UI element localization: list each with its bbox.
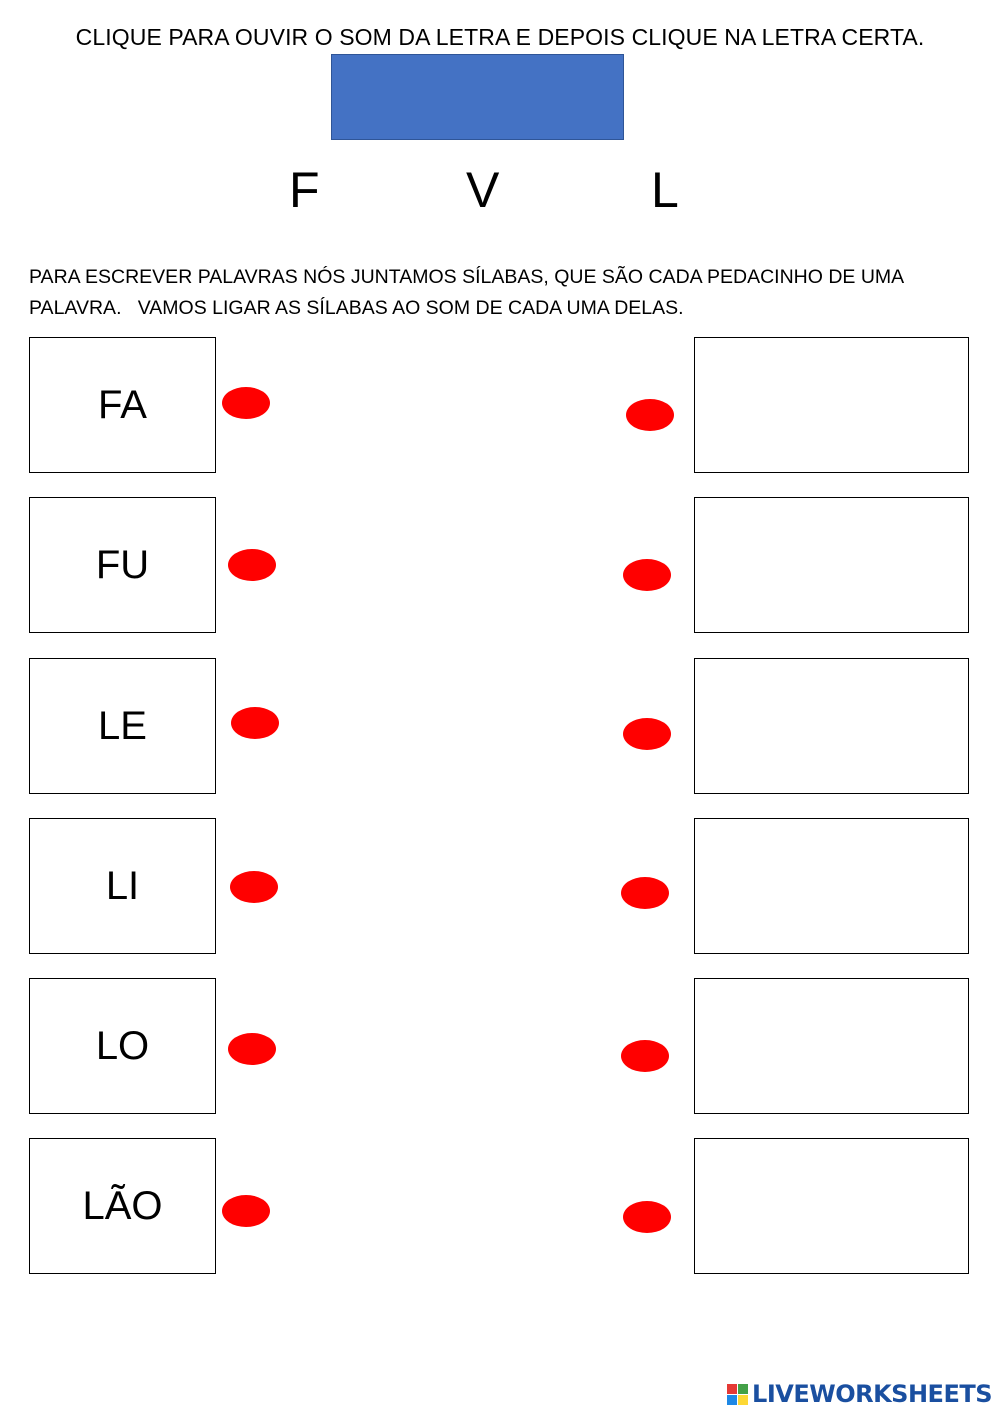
syllable-instruction-line-1: PARA ESCREVER PALAVRAS NÓS JUNTAMOS SÍLABAS, QUE SÃO CADA PEDACINHO DE UMA <box>29 266 905 288</box>
left-match-dot[interactable] <box>222 387 270 419</box>
syllable-box-lao: LÃO <box>29 1138 216 1274</box>
syllable-instruction-line-2: PALAVRA. VAMOS LIGAR AS SÍLABAS AO SOM DE CADA UMA DELAS. <box>29 297 684 319</box>
sound-box[interactable] <box>694 978 969 1114</box>
letter-choice-l[interactable]: L <box>651 162 679 218</box>
sound-box[interactable] <box>694 337 969 473</box>
syllable-box-fa: FA <box>29 337 216 473</box>
left-match-dot[interactable] <box>228 549 276 581</box>
liveworksheets-logo-icon <box>727 1384 748 1405</box>
syllable-box-le: LE <box>29 658 216 794</box>
syllable-box-fu: FU <box>29 497 216 633</box>
syllable-box-lo: LO <box>29 978 216 1114</box>
syllable-instruction <box>29 262 969 324</box>
right-match-dot[interactable] <box>623 1201 671 1233</box>
letter-choice-v[interactable]: V <box>466 162 500 218</box>
left-match-dot[interactable] <box>231 707 279 739</box>
left-match-dot[interactable] <box>222 1195 270 1227</box>
left-match-dot[interactable] <box>230 871 278 903</box>
right-match-dot[interactable] <box>621 877 669 909</box>
sound-box[interactable] <box>694 818 969 954</box>
right-match-dot[interactable] <box>626 399 674 431</box>
letter-audio-button[interactable] <box>331 54 624 140</box>
syllable-box-li: LI <box>29 818 216 954</box>
right-match-dot[interactable] <box>623 718 671 750</box>
right-match-dot[interactable] <box>623 559 671 591</box>
right-match-dot[interactable] <box>621 1040 669 1072</box>
left-match-dot[interactable] <box>228 1033 276 1065</box>
letter-choice-f[interactable]: F <box>289 162 320 218</box>
sound-box[interactable] <box>694 658 969 794</box>
brand-name: LIVEWORKSHEETS <box>752 1380 992 1408</box>
liveworksheets-brand <box>727 1380 992 1408</box>
sound-box[interactable] <box>694 1138 969 1274</box>
instruction-top: CLIQUE PARA OUVIR O SOM DA LETRA E DEPOIS CLIQUE NA LETRA CERTA. <box>75 24 925 50</box>
sound-box[interactable] <box>694 497 969 633</box>
